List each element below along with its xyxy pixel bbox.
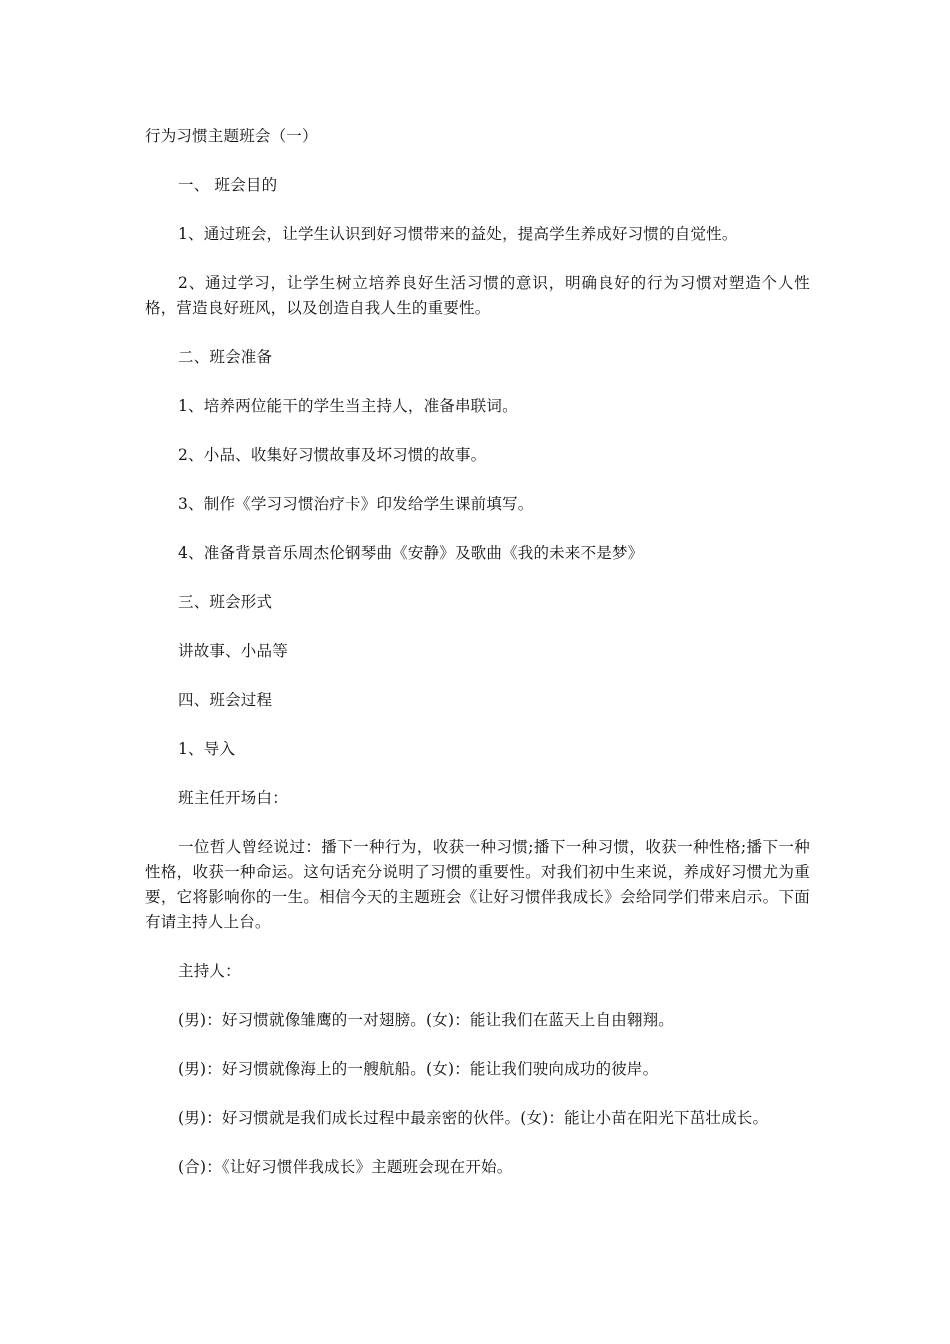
paragraph: 讲故事、小品等 (178, 642, 288, 660)
section-heading-purpose: 一、 班会目的 (178, 176, 278, 194)
section-heading-preparation: 二、班会准备 (178, 348, 273, 366)
paragraph: 1、培养两位能干的学生当主持人，准备串联词。 (178, 397, 518, 415)
paragraph: 2、通过学习，让学生树立培养良好生活习惯的意识，明确良好的行为习惯对塑造个人性格，营造良好班风，以及创造自我人生的重要性。 (145, 274, 810, 317)
paragraph: 3、制作《学习习惯治疗卡》印发给学生课前填写。 (178, 495, 534, 513)
paragraph: 2、小品、收集好习惯故事及坏习惯的故事。 (178, 446, 487, 464)
dialogue-line: (男)：好习惯就像雏鹰的一对翅膀。(女)：能让我们在蓝天上自由翱翔。 (178, 1011, 674, 1029)
dialogue-line: (男)：好习惯就像海上的一艘航船。(女)：能让我们驶向成功的彼岸。 (178, 1060, 659, 1078)
section-heading-process: 四、班会过程 (178, 691, 273, 709)
paragraph: 4、准备背景音乐周杰伦钢琴曲《安静》及歌曲《我的未来不是梦》 (178, 544, 644, 562)
document-title: 行为习惯主题班会（一） (145, 127, 318, 145)
paragraph: 一位哲人曾经说过：播下一种行为，收获一种习惯;播下一种习惯，收获一种性格;播下一种性格，收获一种命运。这句话充分说明了习惯的重要性。对我们初中生来说，养成好习惯尤为重要，它将影响你的一生。相信今天的主题班会《让好习惯伴我成长》会给同学们带来启示。下面有请主持人上台。 (145, 838, 810, 931)
section-heading-format: 三、班会形式 (178, 593, 273, 611)
paragraph: 1、通过班会，让学生认识到好习惯带来的益处，提高学生养成好习惯的自觉性。 (178, 225, 738, 243)
paragraph: 班主任开场白： (178, 789, 288, 807)
dialogue-line: (合)：《让好习惯伴我成长》主题班会现在开始。 (178, 1158, 513, 1176)
paragraph: 1、导入 (178, 740, 236, 758)
paragraph: 主持人： (178, 962, 241, 980)
dialogue-line: (男)：好习惯就是我们成长过程中最亲密的伙伴。(女)：能让小苗在阳光下茁壮成长。 (178, 1109, 769, 1127)
document-body (145, 124, 810, 1204)
